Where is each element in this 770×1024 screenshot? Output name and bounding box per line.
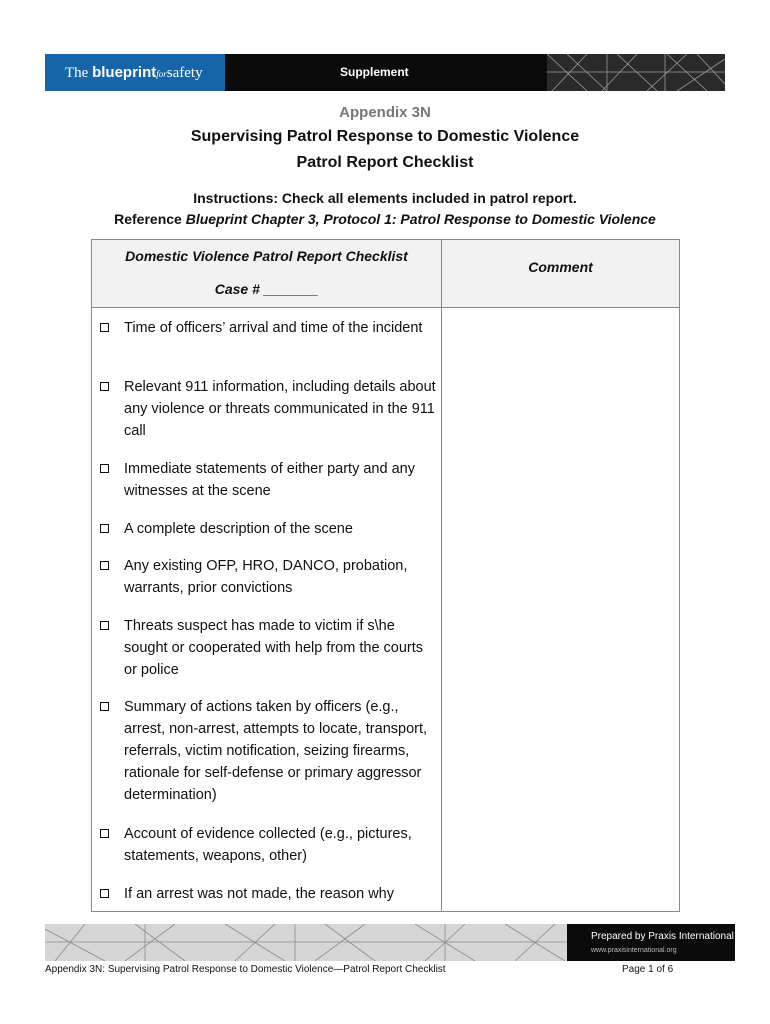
page-number: Page 1 of 6 <box>622 964 674 975</box>
footer-pattern-icon <box>45 924 567 961</box>
checklist-item-text: If an arrest was not made, the reason why <box>124 886 394 902</box>
case-number-label: Case # _______ <box>214 281 319 297</box>
checklist-table <box>91 239 680 912</box>
page-title: Supervising Patrol Response to Domestic Violence <box>190 128 580 145</box>
checkbox-icon[interactable] <box>100 889 109 898</box>
checklist-item-text: Summary of actions taken by officers (e.g., arrest, non-arrest, attempts to locate, transport, referrals, victim notification, seizing firearms, rationale for self-defense or primary aggressor determination) <box>124 699 428 803</box>
reference-italic: Blueprint Chapter 3, Protocol 1: Patrol Response to Domestic Violence <box>185 211 656 227</box>
instructions: Instructions: Check all elements included in patrol report. <box>193 190 577 206</box>
checkbox-icon[interactable] <box>100 829 109 838</box>
checklist-item-text: Relevant 911 information, including details about any violence or threats communicated in the 911 call <box>124 379 436 439</box>
decorative-pattern-icon <box>547 54 725 91</box>
checklist-item-text: Time of officers’ arrival and time of the incident <box>124 320 423 336</box>
supplement-label: Supplement <box>340 65 409 79</box>
logo-blueprint: blueprint <box>92 64 157 81</box>
checklist-item[interactable] <box>100 823 436 867</box>
reference-prefix: Reference <box>114 211 186 227</box>
reference-line <box>0 211 770 227</box>
checklist-item-text: A complete description of the scene <box>124 521 353 537</box>
checklist-item-text: Any existing OFP, HRO, DANCO, probation, warrants, prior convictions <box>124 558 408 596</box>
prepared-by: Prepared by Praxis International <box>591 931 734 942</box>
checkbox-icon[interactable] <box>100 323 109 332</box>
checklist-item[interactable] <box>100 518 436 540</box>
checklist-item[interactable] <box>100 376 436 442</box>
logo-the: The <box>65 65 89 81</box>
checkbox-icon[interactable] <box>100 621 109 630</box>
page-subtitle: Patrol Report Checklist <box>296 154 474 171</box>
blueprint-logo <box>45 54 225 91</box>
table-header-checklist <box>92 240 442 308</box>
praxis-url: www.praxisinternational.org <box>591 947 677 954</box>
checkbox-icon[interactable] <box>100 382 109 391</box>
logo-for: for <box>156 69 167 79</box>
checklist-item[interactable] <box>100 615 436 681</box>
praxis-logo <box>567 924 735 961</box>
appendix-label: Appendix 3N <box>339 104 431 121</box>
checklist-item[interactable] <box>100 696 436 806</box>
column-divider <box>441 307 442 911</box>
checklist-header-title: Domestic Violence Patrol Report Checklist <box>125 248 408 264</box>
checklist-item[interactable] <box>100 883 436 905</box>
checklist-item[interactable] <box>100 555 436 599</box>
comment-header: Comment <box>528 259 593 275</box>
table-header-comment <box>442 240 679 308</box>
checklist-item[interactable] <box>100 458 436 502</box>
footer-bar <box>45 924 735 961</box>
checkbox-icon[interactable] <box>100 464 109 473</box>
checkbox-icon[interactable] <box>100 702 109 711</box>
checklist-item-text: Account of evidence collected (e.g., pictures, statements, weapons, other) <box>124 826 412 864</box>
checkbox-icon[interactable] <box>100 524 109 533</box>
footer-document-title: Appendix 3N: Supervising Patrol Response to Domestic Violence—Patrol Report Checklist <box>45 964 446 975</box>
checklist-item-text: Threats suspect has made to victim if s\he sought or cooperated with help from the courts or police <box>124 618 424 678</box>
checkbox-icon[interactable] <box>100 561 109 570</box>
logo-safety: safety <box>166 65 203 81</box>
checklist-item[interactable] <box>100 317 436 339</box>
header-bar <box>45 54 725 91</box>
checklist-item-text: Immediate statements of either party and any witnesses at the scene <box>124 461 415 499</box>
